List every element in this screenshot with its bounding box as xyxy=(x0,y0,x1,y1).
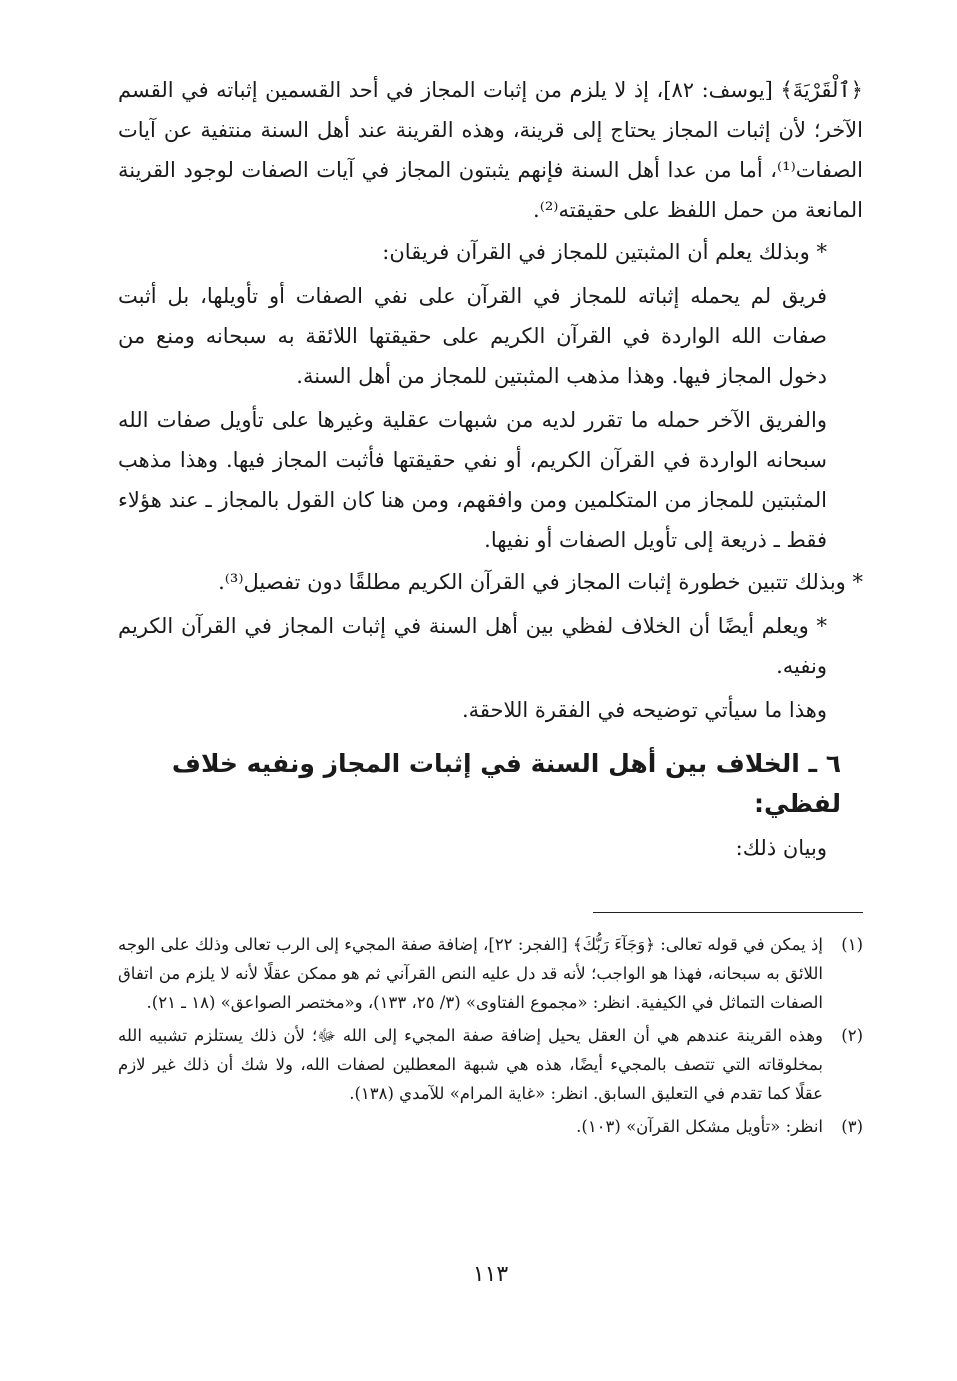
footnote-text: انظر: «تأويل مشكل القرآن» (١٠٣). xyxy=(576,1117,823,1136)
footnotes xyxy=(118,930,863,1145)
book-page xyxy=(118,70,863,1360)
paragraph-first-group: فريق لم يحمله إثباته للمجاز في القرآن على نفي الصفات أو تأويلها، بل أثبت صفات الله الواردة في القرآن الكريم على حقيقتها اللائقة به سبحانه ومنع من دخول المجاز فيها. وهذا مذهب المثبتين للمجاز من أهل السنة. xyxy=(118,284,827,388)
footnote-divider xyxy=(593,912,863,913)
footnote-1 xyxy=(118,930,863,1017)
footnote-2 xyxy=(118,1021,863,1108)
footnote-number: (١) xyxy=(841,935,863,954)
paragraph-next-section: وهذا ما سيأتي توضيحه في الفقرة اللاحقة. xyxy=(461,698,827,722)
footnote-text: إذ يمكن في قوله تعالى: ﴿وَجَآءَ رَبُّكَ﴾ [الفجر: ٢٢]، إضافة صفة المجيء إلى الرب تعالى وذلك على الوجه اللائق به سبحانه، فهذا هو الواجب؛ لأنه قد دل عليه النص القرآني ثم هو ممكن عقلًا لأنه لا يلزم من اتفاق الصفات التماثل في الكيفية. انظر: «مجموع الفتاوى» (٣/ ٢٥، ١٣٣)، و«مختصر الصواعق» (١٨ ـ ٢١). xyxy=(118,935,823,1012)
paragraph-verbal-dispute: * ويعلم أيضًا أن الخلاف لفظي بين أهل السنة في إثبات المجاز في القرآن الكريم ونفيه. xyxy=(118,614,827,678)
main-text xyxy=(118,70,863,868)
paragraph-continuation: ﴿ٱلْقَرْيَةَ﴾ [يوسف: ٨٢]، إذ لا يلزم من إثبات المجاز في أحد القسمين إثباته في القسم الآخر؛ لأن إثبات المجاز يحتاج إلى قرينة، وهذه القرينة عند أهل السنة منتفية عن آيات الصفات⁽¹⁾، أما من عدا أهل السنة فإنهم يثبتون المجاز في آيات الصفات لوجود القرينة المانعة من حمل اللفظ على حقيقته⁽²⁾. xyxy=(118,78,863,222)
section-heading: ٦ ـ الخلاف بين أهل السنة في إثبات المجاز ونفيه خلاف لفظي: xyxy=(171,749,841,818)
paragraph-danger: * وبذلك تتبين خطورة إثبات المجاز في القرآن الكريم مطلقًا دون تفصيل⁽³⁾. xyxy=(218,570,863,594)
footnote-text: وهذه القرينة عندهم هي أن العقل يحيل إضافة صفة المجيء إلى الله ﷻ؛ لأن ذلك يستلزم تشبيه الله بمخلوقاته التي تتصف بالمجيء أيضًا، هذه هي شبهة المعطلين لصفات الله، ولا شك أن ذلك غير لازم عقلًا كما تقدم في التعليق السابق. انظر: «غاية المرام» للآمدي (١٣٨). xyxy=(118,1026,823,1103)
paragraph-explanation-intro: وبيان ذلك: xyxy=(735,836,827,860)
paragraph-two-groups: * وبذلك يعلم أن المثبتين للمجاز في القرآن فريقان: xyxy=(382,240,827,264)
page-number: ١١٣ xyxy=(472,1262,509,1287)
footnote-3 xyxy=(118,1112,863,1141)
footnote-number: (٢) xyxy=(841,1026,863,1045)
footnote-number: (٣) xyxy=(841,1117,863,1136)
paragraph-second-group: والفريق الآخر حمله ما تقرر لديه من شبهات عقلية وغيرها على تأويل صفات الله سبحانه الواردة في القرآن الكريم، أو نفي حقيقتها فأثبت المجاز فيها. وهذا مذهب المثبتين للمجاز من المتكلمين ومن وافقهم، ومن هنا كان القول بالمجاز ـ عند هؤلاء فقط ـ ذريعة إلى تأويل الصفات أو نفيها. xyxy=(118,408,827,552)
